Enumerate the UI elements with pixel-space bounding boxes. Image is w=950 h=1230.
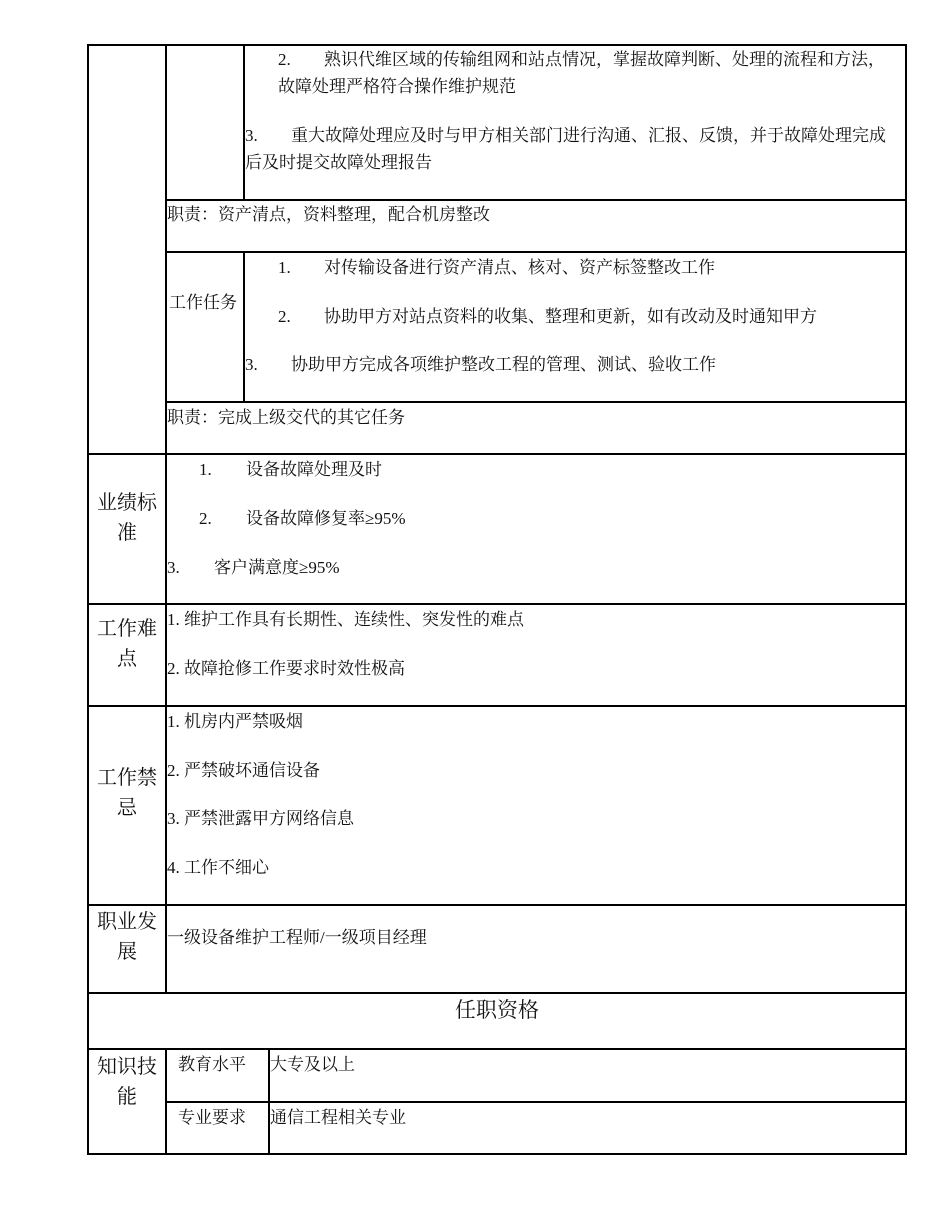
- difficulty-item: 1. 维护工作具有长期性、连续性、突发性的难点: [167, 610, 524, 629]
- row-divider: [87, 904, 907, 906]
- knowledge-label: 知识技能: [97, 1056, 157, 1108]
- task-item-text: 重大故障处理应及时与甲方相关部门进行沟通、汇报、反馈，并于故障处理完成后及时提交故障处理报告: [245, 126, 886, 172]
- career-label: 职业发展: [97, 911, 157, 963]
- taboo-item: 1. 机房内严禁吸烟: [167, 712, 303, 731]
- task-item-number: 2.: [278, 307, 291, 326]
- row-divider: [87, 603, 907, 605]
- taboo-item: 3. 严禁泄露甲方网络信息: [167, 809, 354, 828]
- row-divider: [87, 453, 907, 455]
- table-border-left: [87, 44, 89, 1154]
- table-border-right: [905, 44, 907, 1154]
- item-text: 设备故障处理及时: [246, 460, 382, 479]
- item-number: 3.: [167, 558, 180, 577]
- knowledge-key: 教育水平: [178, 1055, 246, 1074]
- table-border-bottom: [87, 1153, 907, 1155]
- career-text: 一级设备维护工程师/一级项目经理: [167, 928, 427, 947]
- item-number: 2.: [199, 509, 212, 528]
- knowledge-value: 大专及以上: [270, 1055, 355, 1074]
- performance-item: [167, 554, 340, 581]
- row-divider: [165, 1101, 907, 1103]
- task-item-text: 熟识代维区域的传输组网和站点情况，掌握故障判断、处理的流程和方法，故障处理严格符合操作维护规范: [278, 50, 885, 96]
- task-item-text: 协助甲方完成各项维护整改工程的管理、测试、验收工作: [291, 355, 716, 374]
- work-tasks-label: 工作任务: [169, 293, 237, 312]
- item-text: 设备故障修复率≥95%: [246, 509, 406, 528]
- task-item-text: 对传输设备进行资产清点、核对、资产标签整改工作: [324, 258, 715, 277]
- performance-item: [199, 456, 382, 483]
- difficulty-label: 工作难点: [97, 618, 157, 670]
- knowledge-value: 通信工程相关专业: [270, 1108, 406, 1127]
- row-divider: [87, 1048, 907, 1050]
- performance-label: 业绩标准: [97, 492, 157, 544]
- task-item-number: 3.: [245, 355, 258, 374]
- row-divider: [165, 401, 907, 403]
- performance-item: [199, 505, 406, 532]
- task-item-number: 1.: [278, 258, 291, 277]
- row-divider: [87, 992, 907, 994]
- task-item-number: 2.: [278, 50, 291, 69]
- item-text: 客户满意度≥95%: [214, 558, 340, 577]
- duty-text: 职责：资产清点，资料整理，配合机房整改: [167, 205, 490, 224]
- qualification-title: 任职资格: [455, 998, 539, 1022]
- duty-text: 职责：完成上级交代的其它任务: [167, 408, 405, 427]
- task-item: [278, 46, 893, 100]
- taboo-label: 工作禁忌: [97, 767, 157, 819]
- row-divider: [165, 251, 907, 253]
- task-item-number: 3.: [245, 126, 258, 145]
- row-divider: [87, 705, 907, 707]
- difficulty-item: 2. 故障抢修工作要求时效性极高: [167, 659, 405, 678]
- task-item-text: 协助甲方对站点资料的收集、整理和更新，如有改动及时通知甲方: [324, 307, 817, 326]
- task-item: [245, 351, 716, 378]
- column-divider: [243, 251, 245, 402]
- task-item: [245, 122, 895, 176]
- task-item: [278, 254, 715, 281]
- item-number: 1.: [199, 460, 212, 479]
- taboo-item: 2. 严禁破坏通信设备: [167, 761, 320, 780]
- taboo-item: 4. 工作不细心: [167, 858, 269, 877]
- task-item: [278, 303, 817, 330]
- knowledge-key: 专业要求: [178, 1108, 246, 1127]
